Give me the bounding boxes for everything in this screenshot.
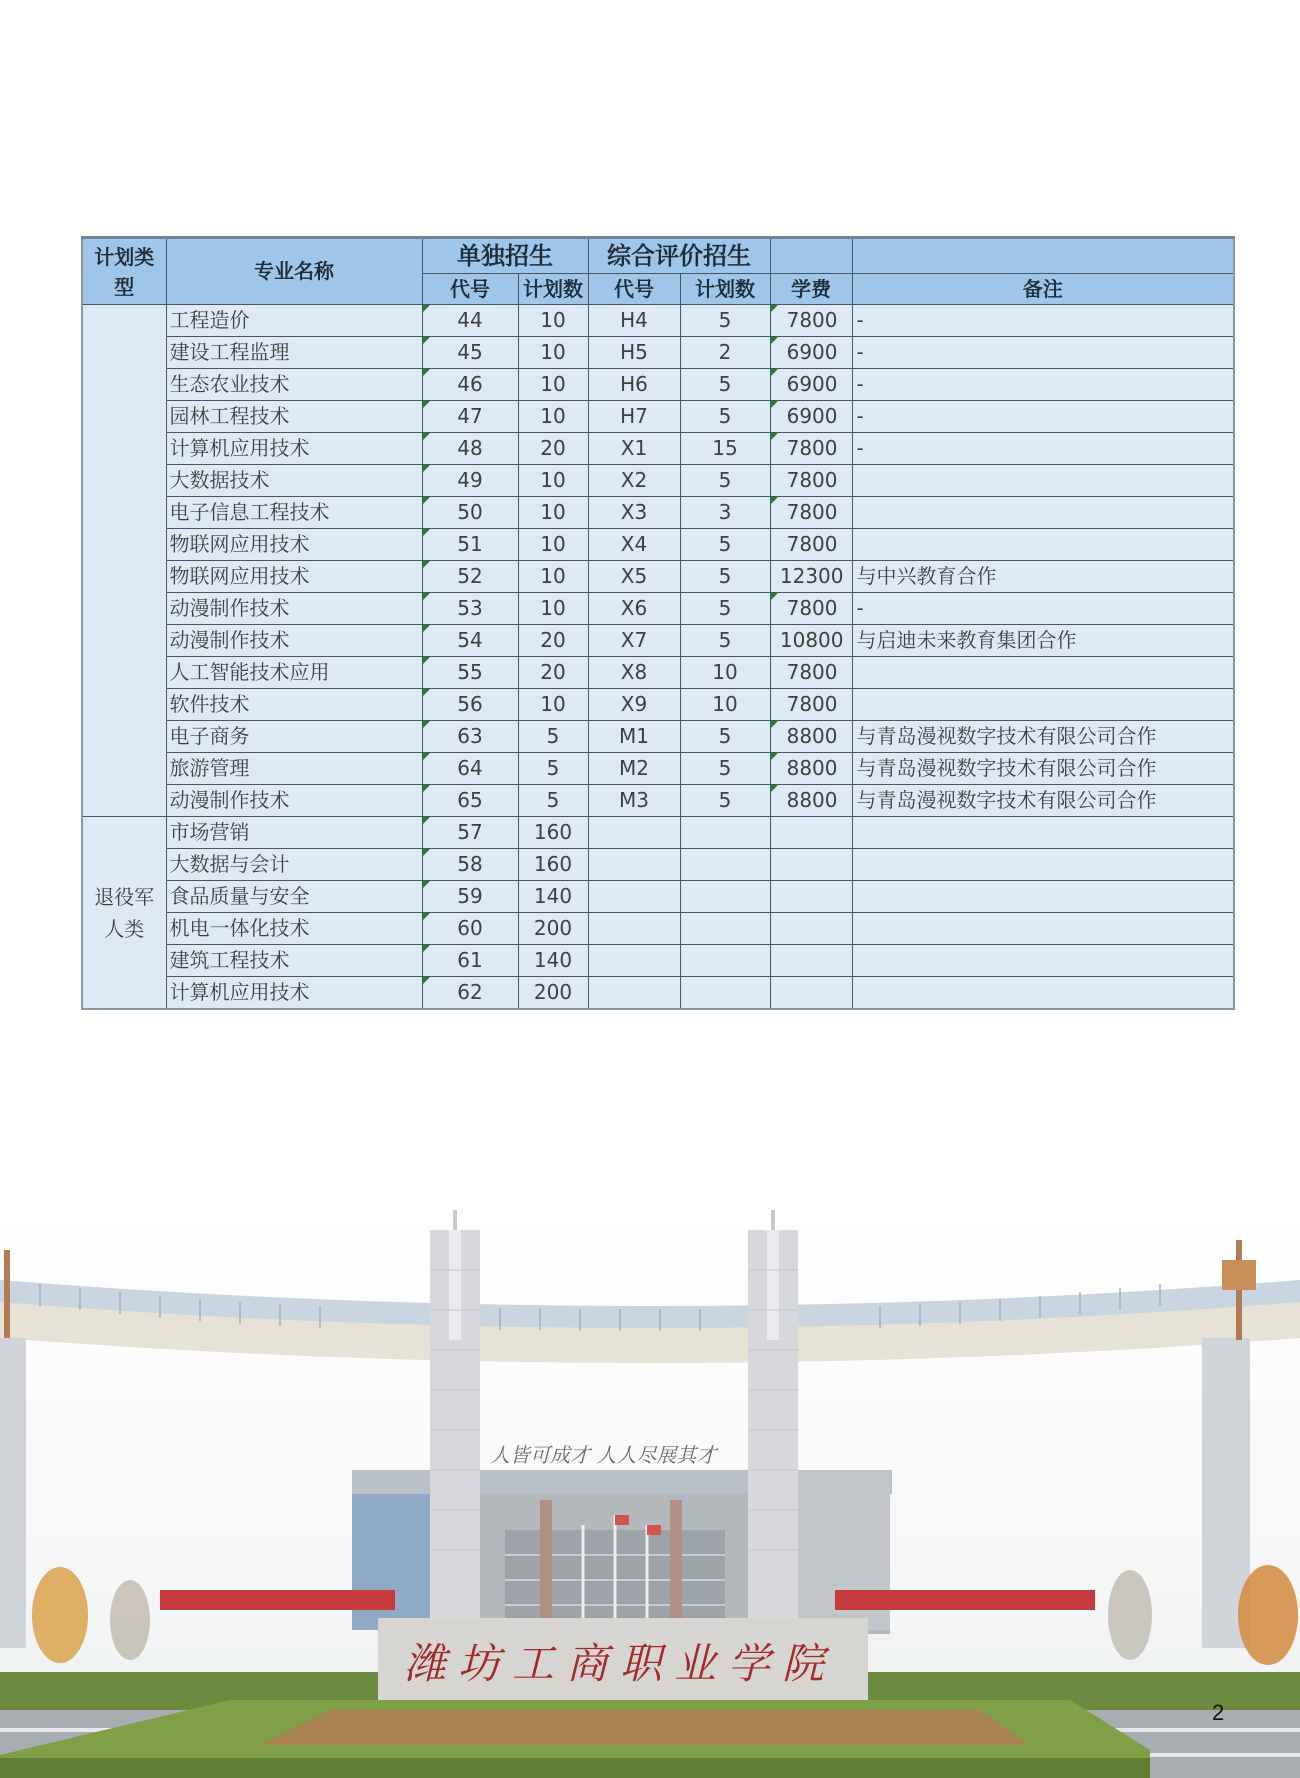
plan-count: 200 [518,913,588,945]
table-row [82,561,1234,593]
tuition: 6900 [770,369,852,401]
page-number: 2 [1212,1700,1225,1725]
header-code: 代号 [422,274,518,305]
code: 45 [422,337,518,369]
major-name: 电子商务 [166,721,422,753]
comp-plan-count: 10 [680,689,770,721]
plan-count: 140 [518,945,588,977]
comp-plan-count: 5 [680,465,770,497]
comp-plan-count: 3 [680,497,770,529]
comp-code: M1 [588,721,680,753]
header-major-name: 专业名称 [166,238,422,305]
table-row [82,785,1234,817]
tuition: 7800 [770,593,852,625]
comp-plan-count [680,945,770,977]
table-row [82,657,1234,689]
table-row [82,753,1234,785]
remark [852,497,1234,529]
remark [852,945,1234,977]
remark: 与青岛漫视数字技术有限公司合作 [852,721,1234,753]
plan-count: 140 [518,881,588,913]
comp-plan-count: 5 [680,593,770,625]
major-name: 旅游管理 [166,753,422,785]
plan-count: 10 [518,401,588,433]
comp-code: H5 [588,337,680,369]
remark: - [852,593,1234,625]
comp-code: X8 [588,657,680,689]
header-code: 代号 [588,274,680,305]
plan-count: 20 [518,433,588,465]
header-plan-type: 计划类型 [82,238,166,305]
remark [852,465,1234,497]
plan-count: 200 [518,977,588,1010]
major-name: 计算机应用技术 [166,977,422,1010]
tuition: 7800 [770,657,852,689]
table-row [82,977,1234,1010]
gate-inscription: 潍坊工商职业学院 [404,1639,837,1688]
table-row [82,369,1234,401]
major-name: 计算机应用技术 [166,433,422,465]
comp-code [588,817,680,849]
tuition: 7800 [770,305,852,337]
code: 49 [422,465,518,497]
comp-plan-count [680,849,770,881]
major-name: 电子信息工程技术 [166,497,422,529]
comp-code: X5 [588,561,680,593]
remark: 与青岛漫视数字技术有限公司合作 [852,785,1234,817]
plan-count: 20 [518,625,588,657]
tuition: 8800 [770,753,852,785]
major-name: 物联网应用技术 [166,529,422,561]
plan-count: 10 [518,497,588,529]
tuition: 7800 [770,433,852,465]
code: 60 [422,913,518,945]
plan-count: 10 [518,337,588,369]
code: 59 [422,881,518,913]
comp-plan-count: 10 [680,657,770,689]
code: 65 [422,785,518,817]
major-name: 动漫制作技术 [166,593,422,625]
comp-code: X2 [588,465,680,497]
code: 46 [422,369,518,401]
comp-plan-count: 5 [680,305,770,337]
campus-gate-illustration [0,1210,1300,1778]
plan-count: 10 [518,689,588,721]
header-independent-enrollment: 单独招生 [422,238,588,274]
major-name: 建设工程监理 [166,337,422,369]
plan-count: 10 [518,561,588,593]
remark: - [852,433,1234,465]
comp-code: M2 [588,753,680,785]
arch-slogan: 人皆可成才 人人尽展其才 [490,1443,717,1467]
comp-code [588,881,680,913]
table-row [82,465,1234,497]
plan-count: 10 [518,369,588,401]
major-name: 人工智能技术应用 [166,657,422,689]
comp-plan-count [680,881,770,913]
plan-count: 10 [518,305,588,337]
table-row [82,337,1234,369]
code: 48 [422,433,518,465]
tuition: 7800 [770,689,852,721]
comp-plan-count: 15 [680,433,770,465]
code: 63 [422,721,518,753]
comp-plan-count: 5 [680,785,770,817]
tuition: 7800 [770,497,852,529]
tuition [770,849,852,881]
comp-code: X4 [588,529,680,561]
plan-count: 5 [518,753,588,785]
table-row [82,945,1234,977]
code: 58 [422,849,518,881]
category-veterans: 退役军人类 [82,817,166,1010]
comp-plan-count: 5 [680,529,770,561]
comp-plan-count [680,817,770,849]
table-row [82,433,1234,465]
tuition [770,817,852,849]
table-row [82,881,1234,913]
header-tuition: 学费 [770,274,852,305]
major-name: 市场营销 [166,817,422,849]
code: 54 [422,625,518,657]
plan-count: 5 [518,721,588,753]
comp-code: M3 [588,785,680,817]
comp-code: X3 [588,497,680,529]
comp-code: H7 [588,401,680,433]
campus-gate-photo [0,1210,1300,1778]
code: 64 [422,753,518,785]
tuition: 6900 [770,401,852,433]
code: 52 [422,561,518,593]
major-name: 工程造价 [166,305,422,337]
table-row [82,689,1234,721]
comp-code: X9 [588,689,680,721]
major-name: 园林工程技术 [166,401,422,433]
remark: - [852,337,1234,369]
comp-code [588,849,680,881]
header-remarks: 备注 [852,274,1234,305]
tuition [770,977,852,1010]
remark [852,689,1234,721]
comp-code [588,945,680,977]
code: 55 [422,657,518,689]
plan-count: 10 [518,593,588,625]
comp-plan-count: 5 [680,561,770,593]
major-name: 动漫制作技术 [166,785,422,817]
table-row [82,305,1234,337]
comp-code: H4 [588,305,680,337]
major-name: 软件技术 [166,689,422,721]
enrollment-plan-table [81,236,1235,1010]
table-row [82,849,1234,881]
remark [852,817,1234,849]
table-row [82,497,1234,529]
tuition: 7800 [770,465,852,497]
table-row [82,913,1234,945]
major-name: 生态农业技术 [166,369,422,401]
plan-count: 20 [518,657,588,689]
remark: 与中兴教育合作 [852,561,1234,593]
comp-plan-count: 2 [680,337,770,369]
category-general [82,305,166,817]
comp-plan-count: 5 [680,721,770,753]
remark [852,913,1234,945]
tuition: 7800 [770,529,852,561]
code: 50 [422,497,518,529]
table-header [82,238,1234,305]
code: 53 [422,593,518,625]
header-plan-count: 计划数 [680,274,770,305]
code: 44 [422,305,518,337]
table-row [82,721,1234,753]
table-body [82,305,1234,1010]
plan-count: 160 [518,817,588,849]
header-blank [852,238,1234,274]
comp-code [588,977,680,1010]
comp-plan-count [680,913,770,945]
tuition [770,913,852,945]
comp-code: X7 [588,625,680,657]
code: 57 [422,817,518,849]
comp-code: X1 [588,433,680,465]
table-row [82,529,1234,561]
plan-count: 10 [518,465,588,497]
major-name: 大数据与会计 [166,849,422,881]
remark [852,849,1234,881]
table-row [82,401,1234,433]
plan-count: 10 [518,529,588,561]
header-comprehensive-enrollment: 综合评价招生 [588,238,770,274]
code: 47 [422,401,518,433]
code: 51 [422,529,518,561]
code: 62 [422,977,518,1010]
tuition [770,881,852,913]
remark: - [852,305,1234,337]
comp-code: X6 [588,593,680,625]
comp-plan-count: 5 [680,753,770,785]
remark [852,657,1234,689]
major-name: 建筑工程技术 [166,945,422,977]
comp-plan-count [680,977,770,1010]
remark: - [852,401,1234,433]
plan-count: 5 [518,785,588,817]
remark: 与启迪未来教育集团合作 [852,625,1234,657]
code: 56 [422,689,518,721]
plan-count: 160 [518,849,588,881]
major-name: 大数据技术 [166,465,422,497]
major-name: 动漫制作技术 [166,625,422,657]
remark [852,529,1234,561]
remark [852,881,1234,913]
major-name: 机电一体化技术 [166,913,422,945]
header-blank [770,238,852,274]
comp-plan-count: 5 [680,369,770,401]
table-row [82,593,1234,625]
remark: 与青岛漫视数字技术有限公司合作 [852,753,1234,785]
tuition: 6900 [770,337,852,369]
comp-plan-count: 5 [680,401,770,433]
tuition: 12300 [770,561,852,593]
major-name: 物联网应用技术 [166,561,422,593]
comp-code [588,913,680,945]
tuition: 8800 [770,721,852,753]
header-plan-count: 计划数 [518,274,588,305]
tuition: 10800 [770,625,852,657]
table-row [82,817,1234,849]
table-row [82,625,1234,657]
comp-code: H6 [588,369,680,401]
code: 61 [422,945,518,977]
tuition: 8800 [770,785,852,817]
major-name: 食品质量与安全 [166,881,422,913]
tuition [770,945,852,977]
comp-plan-count: 5 [680,625,770,657]
remark [852,977,1234,1010]
remark: - [852,369,1234,401]
